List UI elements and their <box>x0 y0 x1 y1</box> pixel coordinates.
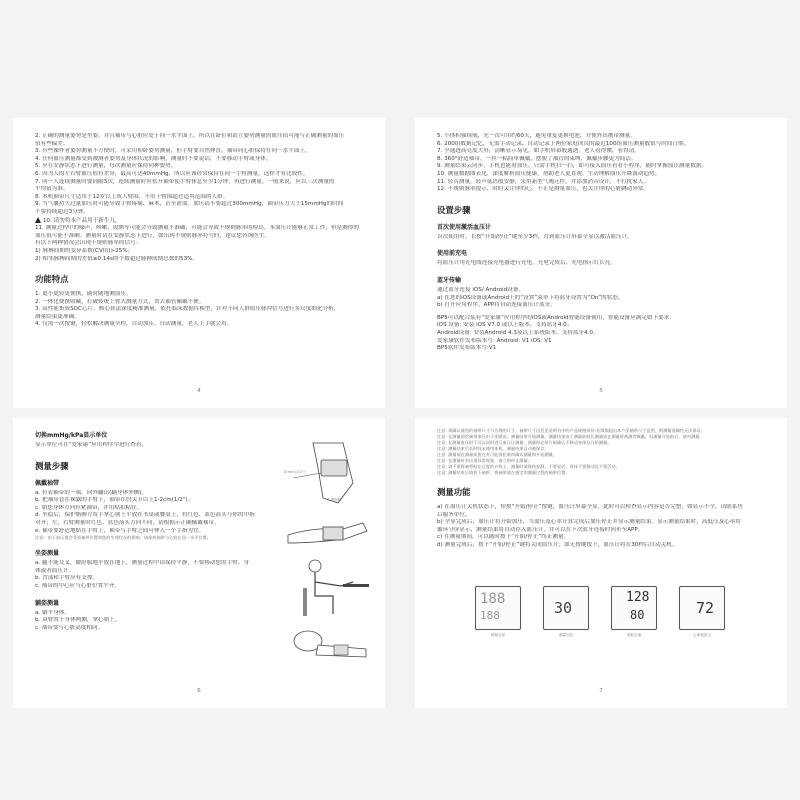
step-line: b. 双臂置于身体两侧，掌心朝上。 <box>35 617 121 624</box>
text-line: BP5可以配合装有“爱家康”应用程序的iOS或Android智能设备使用，智能设备应满足如下要求： <box>437 314 675 321</box>
page-number: 4 <box>197 388 201 394</box>
feature-line: 2. 一体化便携收藏，打破传统上臂式测量方式，省去袖管佩戴不便。 <box>35 298 205 305</box>
text-line: 循环分屏显示，测量结果将自动存入血压计，并可以在下次蓝牙连接时同步至APP。 <box>437 526 644 533</box>
page-number: 6 <box>197 688 201 694</box>
step-line: d. 坐稳后，保护胳膊方将手掌心朝上平放在书桌或餐桌上，将红色、蓝色箭头与你的中指 <box>35 512 255 519</box>
manual-page-6 <box>13 418 385 708</box>
note-line: 注意: 测量前在测量前要在有可能放松肌肉确认测量和开始测量。 <box>437 452 557 457</box>
screen-caption: 心率值显示 <box>693 633 711 637</box>
device-screen-full <box>475 586 521 637</box>
text-line: 爱家康软件发布版本号: Android: V1 iOS: V1 <box>437 337 552 344</box>
page-number: 7 <box>599 688 603 694</box>
lcd-digits: 128 <box>626 590 650 605</box>
text-line: BP5软件发布版本号:V1 <box>437 345 497 352</box>
device-screen-result: 128 80 高低压值 <box>611 586 657 630</box>
subheading: 使用前充电 <box>437 250 468 258</box>
note-line: 注意: 请确认使用的袖带尺寸与合理的尺寸，袖带尺寸信息见说明书中的产品规格部份;若频频超出本产品袖带尺寸范围，则测量准确性无法保证。 <box>437 428 705 433</box>
text-line: 通过蓝牙连接 iOS/ Android设备。 <box>437 286 524 293</box>
text-line: a) 在血压计关机状态下，短按“开始/停止”按键，血压计屏幕全显，此时可以检查显示内容是否完整，如显示不全，请联系售 <box>437 504 743 510</box>
text-line: 10. 测量数据图表化，深度解析血压健康，帮助老人更直观、生动理解血压升降波动趋势。 <box>437 170 661 177</box>
step-line: a. 腿不能交叉，脚舒服地平放在地上，测量过程中请保持平静，不要移动您的手臂、身 <box>35 560 249 567</box>
text-line: 5. 小体积强续航，充一次可用约60天，避免重复更换电池，方便外出携带测量。 <box>437 133 636 139</box>
feature-line: 4. 仅需一次按键，轻松解决测量全程，自动加压、自动测量，老人上手就会用。 <box>35 321 233 328</box>
text-line: 显示单位可在“爱家康”应用程序中进行查看。 <box>35 442 148 448</box>
note-line: 注意: 在测量前给袖带加压由于伴随而，测量结果开始测量，测量结果由于测量前较长测量请在测量时被测者佩戴，但测量开始前后，请勿测量。 <box>437 434 704 439</box>
manual-page-4 <box>13 118 385 408</box>
screen-caption: 屏幕全显 <box>490 633 506 637</box>
step-line: 对齐；左、右臂测量时红色、蓝色箭头方向不同，请根据示正确佩戴袖带。 <box>35 519 220 526</box>
arm-position-illustration <box>283 513 373 553</box>
note-line: 注意：由于血压值会受到袖带位置和您的生理状况的影响，请保持袖带与心脏在同一水平位置。 <box>35 535 211 541</box>
subheading: 佩戴袖带 <box>35 479 60 487</box>
step-line: c. 袖带的中心应与心脏位置平齐。 <box>35 582 120 589</box>
note-line: 注意: 测量结束后请拆下袖带，将袖带放在指定的测量过程的袖带位置。 <box>437 470 570 475</box>
text-line: Android设备: 安装Android 4.3及以上系统版本，支持蓝牙4.0。 <box>437 329 599 336</box>
step-line: a. 拉着袖带的一端，向外翻出(翻身体外侧)。 <box>35 489 148 496</box>
text-line: d) 测量完成后，按下“开始/停止”键将关闭血压计；如无按键按下，血压计将在30秒后自动关机。 <box>437 541 678 548</box>
note-line: 注意: 测量结束后长时间未使用本机，测量结果自动被保存； <box>437 446 549 451</box>
lcd-digits: 188 <box>480 591 506 607</box>
step-line: a. 躺平身体。 <box>35 609 70 616</box>
section-heading: 测量功能 <box>437 487 471 497</box>
text-line: 11. 测量过程中的噪声、咳嗽、震颤等可能会导致测量不准确，可能会导致不规则脉率的检出。本血压计能够正常工作，但是测得的 <box>35 225 359 232</box>
text-line: 11. 轻音测量，轻声低语般安静，采用新型气阀元件，并添加消音设计，不打扰家人。 <box>437 178 650 185</box>
text-line: b) 全显完成后，血压计将开始加压，当血压及心率计算完成后加压停止并显示测量结果。显示测量结果时，高低压及心率将 <box>437 519 741 526</box>
text-line: 有以下两种情况会出现不规则脉率的信号： <box>35 240 142 247</box>
text-line: 血压值可能不准确。测量时请在安静状态下进行，如出现不规则脉率符号时，建议您咨询医生。 <box>35 232 270 239</box>
lying-posture-illustration <box>288 623 373 663</box>
feature-line: 测量结果更准确。 <box>35 313 80 320</box>
text-line: 值有些偏差。 <box>35 140 69 147</box>
subheading: 蓝牙传输 <box>437 276 462 284</box>
screen-caption: 测量加压 <box>558 633 574 637</box>
text-line: 8. 本机袖带尺寸适用于12岁以上成人臂围，不用于臂围超过适用范围的人群。 <box>35 193 229 200</box>
text-line: 3. 有些操作者姿势测量不方便时，可采用仰卧姿势测量，但手臂要自然伸直，袖带同心脏保持在同一水平面上。 <box>35 148 311 155</box>
lcd-digits: 30 <box>554 599 573 617</box>
section-heading: 设置步骤 <box>437 204 471 215</box>
device-screen-pulse <box>679 586 725 637</box>
sitting-posture-illustration <box>293 558 373 618</box>
figure-caption: 15mm(1/2") <box>283 470 305 474</box>
lcd-digits: 188 <box>480 609 500 622</box>
step-line: c. 朝您身体方向拉紧袖带，并用贴扣粘住。 <box>35 504 143 511</box>
text-line: a) 在您的iOS设备或Android上的“设置”菜单下将蓝牙设置为“On”的状态。 <box>437 294 624 301</box>
step-line: b. 背部和手臂应有支撑。 <box>35 575 99 582</box>
arm-cuff-illustration <box>283 438 373 508</box>
note-line: 注意: 请不要将袖带贴在过度的衣物上，测量时请保持安静，不要说话、身体不要移动及不要活动； <box>437 464 620 469</box>
lcd-digits: 72 <box>696 599 715 617</box>
section-heading: 功能特点 <box>35 274 69 285</box>
text-line: 4. 任何血压测量都受到被测者姿势及身体状况的影响。测量时不要说话，不要移动手臂或身体。 <box>35 155 272 162</box>
page-number: 5 <box>599 388 603 394</box>
text-line: 平均值为准。 <box>35 186 69 193</box>
device-screen-inflating <box>543 586 589 637</box>
manual-page-5 <box>415 118 787 408</box>
text-line: 7. 同一人连续测量时要间隔3次，连续测量时应松开袖带使手臂休息至少1分钟，再进行测量。一般来说，应以三次测量的 <box>35 178 335 185</box>
text-line: 5. 应在安静状态下进行测量，每次测量应保持同种姿势。 <box>35 163 177 170</box>
text-line: b) 打开应用程序，APP将自动连接血压计蓝牙。 <box>437 302 556 309</box>
figure-caption: 左臂佩戴 <box>327 498 342 502</box>
text-line: 9. 测量结果云同步，手机也能看血压，只需手机扫一扫，即可接入血压看看小程序，随时掌握血压测量数据。 <box>437 163 708 170</box>
warning-icon <box>35 217 41 223</box>
note-line: 注意: 在测量时若出现异常现象，请立即停止测量； <box>437 458 532 463</box>
section-heading: 测量步骤 <box>35 460 69 471</box>
subheading: 躺姿测量 <box>35 599 60 607</box>
screen-caption: 高低压值 <box>626 633 642 637</box>
step-line: e. 袖带要舒适地贴在手臂上，袖带与手臂之间可伸入一个手指为宜。 <box>35 527 205 534</box>
subheading: 坐姿测量 <box>35 550 60 558</box>
text-line: 10. 请勿将本产品用于新生儿。 <box>35 217 367 226</box>
text-line: 9. 当气囊持久过量加压时可能导致手臂疼痛、麻木，甚至淤血。加压请不要超过300mmHg，袖带压力大于15mmHg的时间 <box>35 201 344 208</box>
feature-line: 3. 高性能集成SOC芯片，核心算法深度精准测量，依托临床数据库模型，针对不同人群血压脉冲信号进行多尺度细化分析， <box>35 306 340 313</box>
step-line: b. 把袖带套在裸露的手臂上，袖带在肘关节以上1-2cm(1/2")。 <box>35 497 194 504</box>
feature-line: 1. 更小更轻更便携，随时随地测血压。 <box>35 291 132 298</box>
step-line: c. 袖带要与心脏高度相同。 <box>35 624 104 631</box>
text-line: 后服务单位。 <box>437 511 471 518</box>
text-line: 8. 360°舒适袖带，一拉一粘简单佩戴，摆脱了袖管的束缚，佩戴步骤更为简洁。 <box>437 155 637 162</box>
text-line: 7. 全通透高亮度大屏，清晰显示易见，如手机屏幕般通透，老人看得懂，看得清。 <box>437 148 640 155</box>
manual-page-7 <box>415 418 787 708</box>
text-line: iOS 设备: 安装 iOS V7.0 或以上版本，支持蓝牙4.0； <box>437 322 573 329</box>
text-line: 6. 因为人的左右臂血压值有差异，最高可达40mmHg，所以应该经常保持在同一手臂测量，这样才有比较性。 <box>35 170 309 177</box>
text-line: 2. 正确的测量姿势是坐姿，并且袖带与心脏应处于同一水平面上，所以在卧位和站立姿势测量的血压值可能与正确测量的血压 <box>35 133 345 139</box>
text-line: 首次使用时，长按“开始/停止”键至少3秒，直到血压计屏幕全显以激活血压计。 <box>437 233 633 240</box>
subheading: 切换mmHg/kPa显示单位 <box>35 432 108 439</box>
subheading: 首次使用激活血压计 <box>437 223 492 231</box>
text-line: 将血压计用充电线连接充电器进行充电，充电完成后，充电指示灯长亮。 <box>437 260 617 267</box>
text-line: 不要持续超过3分钟。 <box>35 208 89 215</box>
text-line: 1) 脉搏间期的变异系数(CV值)>25%； <box>35 247 134 254</box>
note-line: 注意: 在测量血压时不可以同时进行血压计测量，测量时必须仔细确认不移动身体及开始测量。 <box>437 440 612 445</box>
text-line: c) 在测量期间，可以随时按下“开始/停止”终止测量。 <box>437 534 570 541</box>
text-line: 6. 200组数据记忆，无需手动记录，自动记录上两位家庭成员的最近100组血压测量数值与时间日期。 <box>437 140 690 147</box>
step-line: 体或者血压计。 <box>35 567 75 574</box>
text-line: 12. 不规则脉率提示，时时关注你的心，不止是测量血压，也关注你的心脏跳动异常。 <box>437 186 650 193</box>
text-line: 2) 相邻脉搏间期的差值≥0.14s的个数超过脉搏间期总数的53%。 <box>35 255 199 262</box>
